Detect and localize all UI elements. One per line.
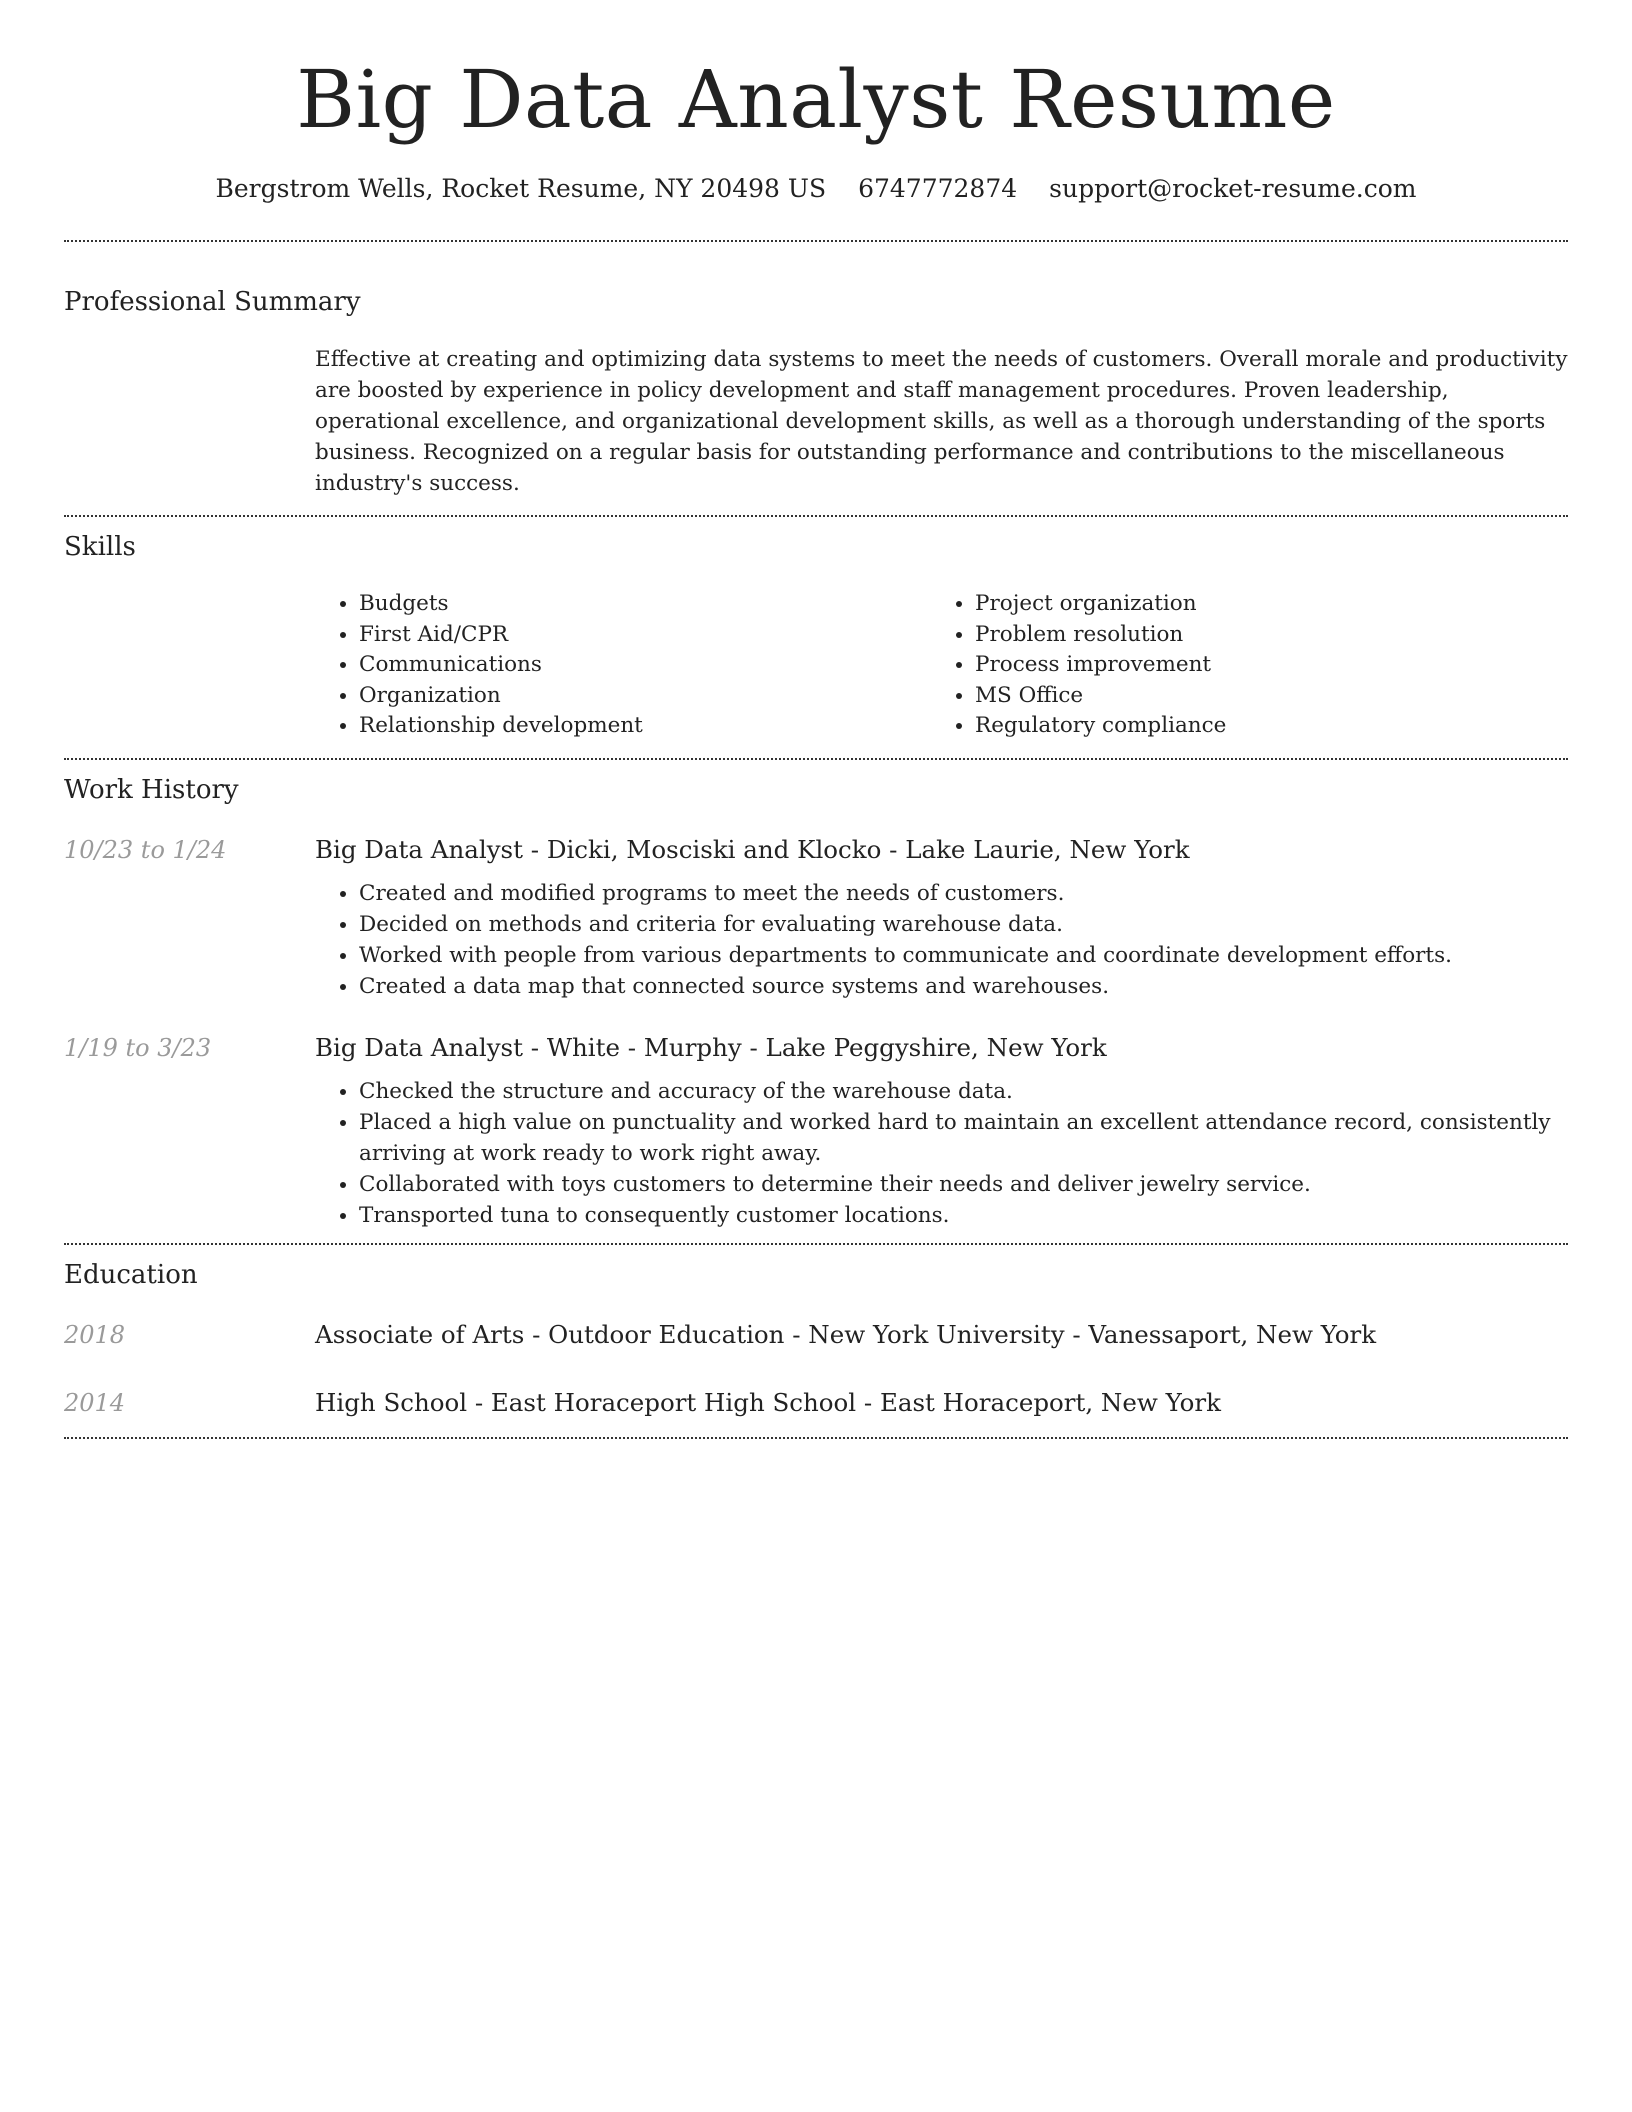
skill-item: • Regulatory compliance — [975, 711, 1547, 742]
education-entry — [64, 1385, 1568, 1421]
education-content — [315, 1317, 1568, 1353]
job-date: 1/19 to 3/23 — [64, 1033, 212, 1062]
contact-line — [64, 172, 1568, 206]
section-title-work: Work History — [64, 774, 239, 805]
skills-list-left — [315, 589, 931, 742]
page-title: Big Data Analyst Resume — [296, 53, 1336, 146]
skill-item: • Budgets — [359, 589, 931, 620]
education-section — [64, 1245, 1568, 1437]
education-date: 2014 — [64, 1388, 126, 1417]
job-list — [64, 808, 1568, 1243]
job-entry — [64, 832, 1568, 1002]
job-content — [315, 832, 1568, 1002]
skill-item: • Relationship development — [359, 711, 931, 742]
contact-phone: 6747772874 — [858, 174, 1018, 203]
skill-item: • Organization — [359, 681, 931, 712]
summary-section — [64, 242, 1568, 499]
section-title-summary: Professional Summary — [64, 287, 361, 317]
education-list — [64, 1293, 1568, 1437]
job-bullet: • Checked the structure and accuracy of the warehouse data. — [359, 1076, 1568, 1107]
skill-item: • Communications — [359, 650, 931, 681]
job-date: 10/23 to 1/24 — [64, 835, 227, 864]
education-heading: High School - East Horaceport High School - East Horaceport, New York — [315, 1387, 1221, 1417]
job-bullet: • Decided on methods and criteria for evaluating warehouse data. — [359, 909, 1568, 940]
education-content — [315, 1385, 1568, 1421]
skill-item: • First Aid/CPR — [359, 620, 931, 651]
job-bullet: • Placed a high value on punctuality and worked hard to maintain an excellent attendance record, consistently arriving at work ready to work right away. — [359, 1107, 1568, 1169]
job-content — [315, 1030, 1568, 1231]
skill-item: • MS Office — [975, 681, 1547, 712]
job-bullets — [315, 878, 1568, 1002]
work-history-section — [64, 760, 1568, 1243]
section-title-skills: Skills — [64, 532, 136, 562]
job-bullet: • Created and modified programs to meet the needs of customers. — [359, 878, 1568, 909]
job-bullet: • Created a data map that connected source systems and warehouses. — [359, 971, 1568, 1002]
job-entry — [64, 1030, 1568, 1231]
contact-address: Bergstrom Wells, Rocket Resume, NY 20498 US — [215, 174, 827, 203]
job-bullet: • Transported tuna to consequently customer locations. — [359, 1200, 1568, 1231]
job-heading: Big Data Analyst - Dicki, Mosciski and Klocko - Lake Laurie, New York — [315, 834, 1190, 864]
job-bullets — [315, 1076, 1568, 1231]
education-date: 2018 — [64, 1320, 126, 1349]
skills-list-right — [931, 589, 1547, 742]
job-bullet: • Collaborated with toys customers to determine their needs and deliver jewelry service. — [359, 1169, 1568, 1200]
skills-columns — [315, 589, 1568, 742]
skills-section — [64, 517, 1568, 742]
education-heading: Associate of Arts - Outdoor Education - New York University - Vanessaport, New York — [315, 1319, 1377, 1349]
job-heading: Big Data Analyst - White - Murphy - Lake Peggyshire, New York — [315, 1032, 1107, 1062]
education-entry — [64, 1317, 1568, 1353]
skill-item: • Project organization — [975, 589, 1547, 620]
section-title-education: Education — [64, 1259, 198, 1290]
skill-item: • Process improvement — [975, 650, 1547, 681]
summary-text: Effective at creating and optimizing data systems to meet the needs of customers. Overall morale and productivity are boosted by experience in policy development and staff management procedures. Proven leadership, operational excellence, and organizational development skills, as well as a thorough understanding of the sports business. Recognized on a regular basis for outstanding performance and contributions to the miscellaneous industry's success. — [315, 347, 1568, 496]
job-bullet: • Worked with people from various departments to communicate and coordinate development efforts. — [359, 940, 1568, 971]
skill-item: • Problem resolution — [975, 620, 1547, 651]
contact-email[interactable]: support@rocket-resume.com — [1049, 174, 1417, 203]
divider — [64, 1437, 1568, 1439]
